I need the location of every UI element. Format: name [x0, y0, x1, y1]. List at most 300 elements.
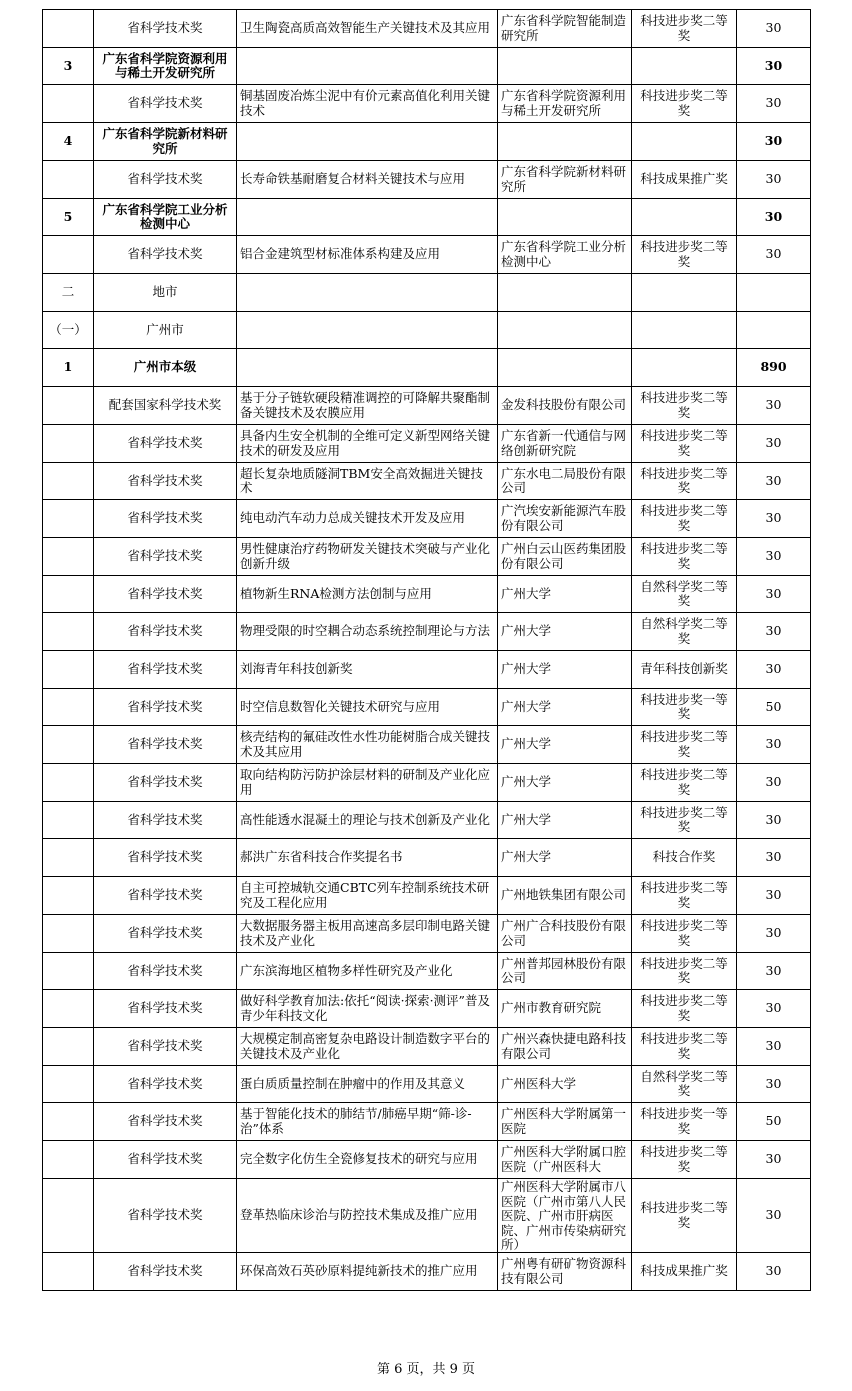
award-category-text: 省科学技术奖: [127, 1152, 203, 1167]
award-category-cell: [94, 726, 237, 764]
award-level-cell: [632, 990, 737, 1028]
award-level-cell: [632, 48, 737, 85]
amount-text: 30: [765, 662, 782, 677]
amount-text: 30: [765, 1152, 782, 1167]
nominee-unit-cell: [498, 726, 632, 764]
award-level-text: 科技进步奖二等奖: [640, 994, 728, 1023]
row-index-cell: [43, 877, 94, 915]
award-category-cell: [94, 802, 237, 839]
amount-text: 30: [765, 926, 782, 941]
project-name-cell: [237, 199, 498, 236]
award-level-text: 自然科学奖二等奖: [640, 1069, 728, 1098]
project-name-text: 登革热临床诊治与防控技术集成及推广应用: [240, 1208, 478, 1223]
amount-cell: [737, 1253, 811, 1291]
row-index-cell: [43, 651, 94, 689]
award-category-text: 省科学技术奖: [127, 1001, 203, 1016]
table-row: [43, 990, 811, 1028]
row-index-cell: [43, 726, 94, 764]
row-index-cell: [43, 576, 94, 613]
amount-cell: [737, 802, 811, 839]
table-row: [43, 161, 811, 199]
project-name-text: 完全数字化仿生全瓷修复技术的研究与应用: [240, 1152, 478, 1167]
amount-cell: [737, 915, 811, 953]
award-category-text: 省科学技术奖: [127, 436, 203, 451]
project-name-cell: [237, 1253, 498, 1291]
nominee-unit-cell: [498, 953, 632, 990]
project-name-text: 超长复杂地质隧洞TBM安全高效掘进关键技术: [240, 466, 483, 495]
amount-text: 30: [765, 398, 782, 413]
award-category-cell: [94, 10, 237, 48]
award-category-cell: [94, 953, 237, 990]
award-level-cell: [632, 161, 737, 199]
nominee-unit-text: 广州大学: [501, 812, 552, 827]
nominee-unit-cell: [498, 463, 632, 500]
table-row: [43, 915, 811, 953]
amount-text: 30: [765, 511, 782, 526]
award-level-text: 科技进步奖二等奖: [640, 881, 728, 910]
award-category-cell: [94, 199, 237, 236]
amount-text: 890: [760, 360, 787, 375]
row-index-cell: [43, 48, 94, 85]
award-category-cell: [94, 990, 237, 1028]
table-row: [43, 651, 811, 689]
award-level-text: 科技进步奖二等奖: [640, 768, 728, 797]
nominee-unit-text: 广州大学: [501, 624, 552, 639]
award-category-text: 省科学技术奖: [127, 21, 203, 36]
amount-cell: [737, 387, 811, 425]
nominee-unit-cell: [498, 85, 632, 123]
nominee-unit-text: 广东省科学院智能制造研究所: [501, 14, 627, 43]
award-level-cell: [632, 839, 737, 877]
award-category-cell: [94, 274, 237, 312]
project-name-cell: [237, 689, 498, 726]
award-level-cell: [632, 123, 737, 161]
award-category-text: 省科学技术奖: [127, 775, 203, 790]
award-category-text: 省科学技术奖: [127, 172, 203, 187]
award-category-text: 地市: [152, 285, 178, 300]
amount-text: 30: [765, 549, 782, 564]
table-row: [43, 85, 811, 123]
project-name-cell: [237, 1179, 498, 1253]
award-level-text: 科技进步奖二等奖: [640, 240, 728, 269]
award-level-cell: [632, 613, 737, 651]
award-level-text: 科技进步奖二等奖: [640, 466, 728, 495]
amount-cell: [737, 877, 811, 915]
row-index-cell: [43, 689, 94, 726]
nominee-unit-cell: [498, 915, 632, 953]
amount-text: 50: [765, 699, 782, 714]
amount-cell: [737, 199, 811, 236]
project-name-text: 广东滨海地区植物多样性研究及产业化: [240, 963, 453, 978]
project-name-cell: [237, 576, 498, 613]
amount-cell: [737, 839, 811, 877]
nominee-unit-text: 广东水电二局股份有限公司: [501, 466, 627, 495]
row-index-cell: [43, 387, 94, 425]
nominee-unit-text: 广州白云山医药集团股份有限公司: [501, 542, 627, 571]
table-row: [43, 463, 811, 500]
award-level-cell: [632, 576, 737, 613]
amount-cell: [737, 1066, 811, 1103]
award-category-text: 省科学技术奖: [127, 586, 203, 601]
amount-cell: [737, 161, 811, 199]
project-name-cell: [237, 161, 498, 199]
award-level-cell: [632, 425, 737, 463]
award-category-text: 省科学技术奖: [127, 963, 203, 978]
row-index-cell: [43, 538, 94, 576]
award-level-text: 科技进步奖二等奖: [640, 1032, 728, 1061]
award-category-text: 省科学技术奖: [127, 850, 203, 865]
award-level-cell: [632, 312, 737, 349]
award-level-text: 科技进步奖二等奖: [640, 14, 728, 43]
nominee-unit-cell: [498, 123, 632, 161]
project-name-cell: [237, 1141, 498, 1179]
amount-text: 30: [765, 1001, 782, 1016]
nominee-unit-cell: [498, 48, 632, 85]
award-level-cell: [632, 199, 737, 236]
nominee-unit-cell: [498, 802, 632, 839]
project-name-cell: [237, 651, 498, 689]
award-category-text: 省科学技术奖: [127, 1039, 203, 1054]
award-level-cell: [632, 1141, 737, 1179]
row-index-cell: [43, 613, 94, 651]
row-index-cell: [43, 1141, 94, 1179]
nominee-unit-cell: [498, 576, 632, 613]
amount-text: 30: [764, 134, 783, 149]
row-index-cell: [43, 1066, 94, 1103]
amount-text: 30: [765, 737, 782, 752]
amount-text: 30: [765, 812, 782, 827]
nominee-unit-cell: [498, 199, 632, 236]
award-category-text: 广州市: [146, 322, 184, 337]
project-name-cell: [237, 274, 498, 312]
award-category-cell: [94, 48, 237, 85]
award-category-cell: [94, 425, 237, 463]
project-name-text: 刘海青年科技创新奖: [240, 662, 353, 677]
row-index-cell: [43, 161, 94, 199]
amount-text: 30: [765, 172, 782, 187]
project-name-cell: [237, 10, 498, 48]
project-name-cell: [237, 953, 498, 990]
amount-text: 30: [765, 888, 782, 903]
nominee-unit-cell: [498, 1141, 632, 1179]
award-category-text: 省科学技术奖: [127, 1076, 203, 1091]
project-name-text: 卫生陶瓷高质高效智能生产关键技术及其应用: [240, 21, 491, 36]
table-row: [43, 1253, 811, 1291]
award-level-cell: [632, 1179, 737, 1253]
nominee-unit-text: 广州医科大学附属第一医院: [501, 1107, 627, 1136]
row-index-cell: [43, 915, 94, 953]
award-category-cell: [94, 85, 237, 123]
amount-cell: [737, 349, 811, 387]
project-name-text: 做好科学教育加法:依托“阅读·探索·测评”普及青少年科技文化: [240, 994, 490, 1023]
award-level-cell: [632, 538, 737, 576]
award-category-cell: [94, 1066, 237, 1103]
award-level-cell: [632, 463, 737, 500]
nominee-unit-cell: [498, 349, 632, 387]
nominee-unit-cell: [498, 312, 632, 349]
award-level-text: 科技进步奖二等奖: [640, 504, 728, 533]
award-category-text: 省科学技术奖: [127, 662, 203, 677]
project-name-text: 男性健康治疗药物研发关键技术突破与产业化创新升级: [240, 542, 491, 571]
project-name-text: 基于智能化技术的肺结节/肺癌早期“筛-诊-治”体系: [240, 1107, 472, 1136]
row-index-cell: [43, 839, 94, 877]
table-row: [43, 1179, 811, 1253]
project-name-text: 核壳结构的氟硅改性水性功能树脂合成关键技术及其应用: [240, 730, 491, 759]
nominee-unit-text: 广州医科大学附属市八医院（广州市第八人民医院、广州市肝病医院、广州市传染病研究所）: [501, 1180, 627, 1251]
table-row: [43, 613, 811, 651]
award-category-cell: [94, 1141, 237, 1179]
award-level-cell: [632, 236, 737, 274]
award-category-cell: [94, 764, 237, 802]
nominee-unit-text: 广州兴森快捷电路科技有限公司: [501, 1032, 627, 1061]
award-category-cell: [94, 689, 237, 726]
project-name-cell: [237, 312, 498, 349]
nominee-unit-text: 广州广合科技股份有限公司: [501, 919, 627, 948]
table-row: [43, 802, 811, 839]
award-category-cell: [94, 613, 237, 651]
table-row: [43, 538, 811, 576]
amount-cell: [737, 236, 811, 274]
project-name-cell: [237, 538, 498, 576]
amount-cell: [737, 1141, 811, 1179]
award-category-text: 省科学技术奖: [127, 549, 203, 564]
award-category-text: 省科学技术奖: [127, 247, 203, 262]
project-name-text: 物理受限的时空耦合动态系统控制理论与方法: [240, 624, 491, 639]
project-name-cell: [237, 387, 498, 425]
project-name-text: 纯电动汽车动力总成关键技术开发及应用: [240, 511, 466, 526]
row-index-cell: [43, 764, 94, 802]
award-level-cell: [632, 1028, 737, 1066]
row-index-text: 二: [61, 285, 75, 300]
project-name-cell: [237, 1028, 498, 1066]
award-level-cell: [632, 500, 737, 538]
table-row: [43, 764, 811, 802]
award-category-cell: [94, 1253, 237, 1291]
project-name-text: 植物新生RNA检测方法创制与应用: [240, 586, 432, 601]
amount-cell: [737, 689, 811, 726]
amount-cell: [737, 85, 811, 123]
group-row: [43, 48, 811, 85]
award-level-text: 科技进步奖二等奖: [640, 1145, 728, 1174]
project-name-text: 长寿命铁基耐磨复合材料关键技术与应用: [240, 172, 466, 187]
nominee-unit-text: 广州大学: [501, 662, 552, 677]
project-name-cell: [237, 425, 498, 463]
amount-text: 30: [765, 436, 782, 451]
award-level-cell: [632, 651, 737, 689]
award-level-cell: [632, 764, 737, 802]
awards-table: [42, 9, 811, 1291]
award-category-cell: [94, 1103, 237, 1141]
project-name-cell: [237, 85, 498, 123]
award-category-text: 广东省科学院新材料研究所: [102, 127, 228, 156]
table-row: [43, 726, 811, 764]
amount-cell: [737, 953, 811, 990]
award-level-cell: [632, 85, 737, 123]
nominee-unit-cell: [498, 1253, 632, 1291]
group-row: [43, 199, 811, 236]
award-level-text: 科技进步奖二等奖: [640, 391, 728, 420]
nominee-unit-cell: [498, 689, 632, 726]
award-level-cell: [632, 1253, 737, 1291]
amount-text: 30: [765, 963, 782, 978]
amount-cell: [737, 1103, 811, 1141]
amount-cell: [737, 538, 811, 576]
nominee-unit-cell: [498, 877, 632, 915]
award-category-text: 广东省科学院资源利用与稀土开发研究所: [102, 51, 228, 80]
project-name-cell: [237, 990, 498, 1028]
amount-cell: [737, 500, 811, 538]
row-index-cell: [43, 425, 94, 463]
nominee-unit-cell: [498, 1179, 632, 1253]
award-category-cell: [94, 236, 237, 274]
project-name-cell: [237, 839, 498, 877]
nominee-unit-cell: [498, 651, 632, 689]
nominee-unit-cell: [498, 1066, 632, 1103]
award-category-text: 省科学技术奖: [127, 926, 203, 941]
amount-cell: [737, 576, 811, 613]
nominee-unit-cell: [498, 10, 632, 48]
row-index-text: 1: [63, 360, 73, 375]
nominee-unit-cell: [498, 764, 632, 802]
project-name-cell: [237, 613, 498, 651]
award-category-text: 省科学技术奖: [127, 96, 203, 111]
award-level-text: 自然科学奖二等奖: [640, 617, 728, 646]
amount-cell: [737, 764, 811, 802]
award-category-cell: [94, 349, 237, 387]
amount-text: 30: [765, 624, 782, 639]
nominee-unit-text: 广州大学: [501, 699, 552, 714]
project-name-cell: [237, 764, 498, 802]
award-category-text: 广东省科学院工业分析检测中心: [102, 202, 228, 231]
row-index-text: 5: [63, 209, 73, 224]
award-category-cell: [94, 161, 237, 199]
nominee-unit-cell: [498, 990, 632, 1028]
row-index-cell: [43, 1103, 94, 1141]
amount-text: 30: [765, 473, 782, 488]
project-name-text: 自主可控城轨交通CBTC列车控制系统技术研究及工程化应用: [240, 881, 490, 910]
award-level-cell: [632, 915, 737, 953]
nominee-unit-text: 广东省科学院资源利用与稀土开发研究所: [501, 89, 627, 118]
row-index-cell: [43, 1028, 94, 1066]
award-category-cell: [94, 576, 237, 613]
award-category-cell: [94, 500, 237, 538]
project-name-text: 具备内生安全机制的全维可定义新型网络关键技术的研发及应用: [240, 429, 491, 458]
amount-text: 30: [765, 1264, 782, 1279]
table-row: [43, 387, 811, 425]
row-index-cell: [43, 199, 94, 236]
award-level-text: 科技进步奖二等奖: [640, 919, 728, 948]
table-row: [43, 10, 811, 48]
table-row: [43, 839, 811, 877]
award-level-text: 科技进步奖二等奖: [640, 89, 728, 118]
project-name-cell: [237, 1066, 498, 1103]
nominee-unit-text: 广东省科学院新材料研究所: [501, 165, 627, 194]
table-row: [43, 877, 811, 915]
project-name-text: 铜基固废冶炼尘泥中有价元素高值化利用关键技术: [240, 89, 491, 118]
award-category-cell: [94, 312, 237, 349]
award-level-text: 科技进步奖二等奖: [640, 730, 728, 759]
nominee-unit-cell: [498, 387, 632, 425]
nominee-unit-text: 广东省科学院工业分析检测中心: [501, 240, 627, 269]
project-name-cell: [237, 802, 498, 839]
project-name-text: 郝洪广东省科技合作奖提名书: [240, 850, 403, 865]
award-category-cell: [94, 877, 237, 915]
row-index-cell: [43, 1179, 94, 1253]
award-level-text: 科技进步奖二等奖: [640, 429, 728, 458]
nominee-unit-text: 广州市教育研究院: [501, 1001, 602, 1016]
nominee-unit-text: 广州地铁集团有限公司: [501, 888, 627, 903]
project-name-cell: [237, 349, 498, 387]
award-level-text: 科技进步奖一等奖: [640, 692, 728, 721]
row-index-text: 3: [63, 58, 73, 73]
row-index-text: （一）: [49, 322, 87, 337]
row-index-cell: [43, 463, 94, 500]
amount-cell: [737, 463, 811, 500]
award-category-text: 省科学技术奖: [127, 812, 203, 827]
amount-cell: [737, 274, 811, 312]
row-index-text: 4: [63, 134, 73, 149]
award-level-text: 科技进步奖二等奖: [640, 1201, 728, 1230]
award-level-cell: [632, 877, 737, 915]
award-level-cell: [632, 726, 737, 764]
amount-text: 30: [765, 21, 782, 36]
award-category-cell: [94, 123, 237, 161]
award-level-text: 科技合作奖: [652, 850, 716, 865]
award-level-text: 科技成果推广奖: [640, 172, 728, 187]
project-name-cell: [237, 123, 498, 161]
amount-cell: [737, 312, 811, 349]
project-name-text: 取向结构防污防护涂层材料的研制及产业化应用: [240, 768, 491, 797]
nominee-unit-text: 广州粤有研矿物资源科技有限公司: [501, 1257, 627, 1286]
nominee-unit-text: 广东省新一代通信与网络创新研究院: [501, 429, 627, 458]
nominee-unit-cell: [498, 425, 632, 463]
nominee-unit-cell: [498, 1028, 632, 1066]
group-row: [43, 123, 811, 161]
project-name-cell: [237, 1103, 498, 1141]
nominee-unit-text: 广州大学: [501, 850, 552, 865]
project-name-cell: [237, 500, 498, 538]
award-level-text: 科技进步奖二等奖: [640, 956, 728, 985]
amount-cell: [737, 10, 811, 48]
amount-cell: [737, 48, 811, 85]
project-name-cell: [237, 877, 498, 915]
table-row: [43, 1103, 811, 1141]
award-level-text: 科技进步奖一等奖: [640, 1107, 728, 1136]
nominee-unit-cell: [498, 236, 632, 274]
table-row: [43, 312, 811, 349]
amount-cell: [737, 123, 811, 161]
row-index-cell: [43, 10, 94, 48]
project-name-cell: [237, 463, 498, 500]
award-category-cell: [94, 387, 237, 425]
amount-cell: [737, 726, 811, 764]
row-index-cell: [43, 990, 94, 1028]
nominee-unit-text: 广州大学: [501, 775, 552, 790]
award-level-cell: [632, 274, 737, 312]
nominee-unit-text: 广州医科大学: [501, 1076, 577, 1091]
award-category-text: 广州市本级: [133, 360, 197, 375]
group-row: [43, 349, 811, 387]
nominee-unit-text: 金发科技股份有限公司: [501, 398, 627, 413]
nominee-unit-text: 广州医科大学附属口腔医院（广州医科大: [501, 1145, 627, 1174]
row-index-cell: [43, 274, 94, 312]
award-category-text: 省科学技术奖: [127, 699, 203, 714]
page-footer: 第 6 页，共 9 页: [376, 1362, 476, 1377]
nominee-unit-cell: [498, 1103, 632, 1141]
row-index-cell: [43, 85, 94, 123]
award-category-text: 省科学技术奖: [127, 1208, 203, 1223]
amount-text: 30: [765, 247, 782, 262]
